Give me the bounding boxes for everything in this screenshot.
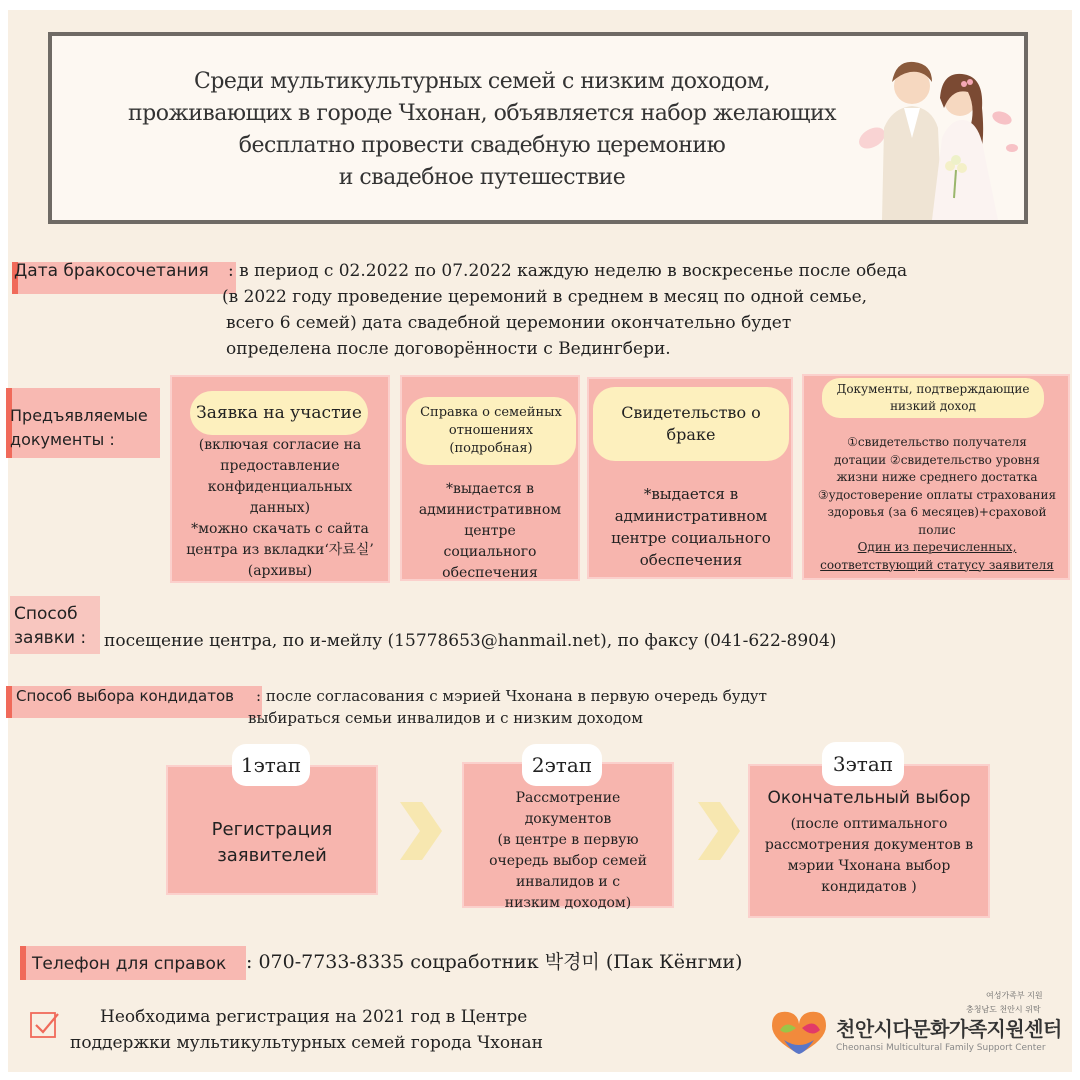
document-card-marriage [587,377,793,579]
step-2-line: (в центре в первую [497,832,639,848]
document-title-family-relations [406,397,576,465]
documents-label-line-1: Предъявляемые [10,406,148,425]
chevron-right-icon [394,796,448,866]
document-title-line: (подробная) [449,441,533,456]
wedding-date-line-1: : в период с 02.2022 по 07.2022 каждую неделю в воскресенье после обеда [228,261,908,281]
documents-label [10,404,148,452]
document-body-application [174,435,386,582]
document-body-line: *выдается в [445,481,535,497]
document-body-marriage [591,483,791,571]
document-title-line: низкий доход [890,399,976,413]
step-2-line: низким доходом) [504,895,632,911]
document-body-line: предоставление [220,458,340,474]
phone-value: : 070-7733-8335 соцработник 박경미 (Пак Кёнгми) [246,951,743,973]
step-3-card [748,764,990,918]
center-name: 천안시다문화가족지원센터 [836,1017,1062,1041]
documents-label-line-2: документы : [10,430,115,449]
step-1-tab: 1этап [232,744,310,786]
document-body-line: жизни ниже среднего достатка [836,470,1038,484]
center-name-english: Cheonansi Multicultural Family Support Center [836,1043,1046,1053]
logo-subtitle-2: 충청남도 천안시 위탁 [966,1005,1041,1014]
document-body-line: центра из вкладки‘자료실’ [186,542,374,558]
wedding-date-label: Дата бракосочетания [14,261,209,281]
document-title-marriage [593,387,789,461]
document-title-line: Свидетельство о [621,403,761,422]
note-line-2: поддержки мультикультурных семей города Чхонан [70,1033,543,1053]
step-2-line: инвалидов и с [515,874,621,890]
document-body-line: конфиденциальных [207,479,353,495]
step-2-line: Рассмотрение [515,790,621,806]
wedding-date-line-2: (в 2022 году проведение церемоний в среднем в месяц по одной семье, [222,287,868,307]
application-label-line-1: Способ [14,604,78,624]
document-body-line: данных) [249,500,311,516]
title-box [48,32,1028,224]
step-3-line: (после оптимального [790,816,948,832]
step-3-line: рассмотрения документов в [764,837,974,853]
document-body-line: социального [443,544,537,560]
selection-label: Способ выбора кондидатов [16,687,234,705]
document-body-line: (включая согласие на [198,437,362,453]
step-3-tab: 3этап [822,742,904,786]
document-body-line: дотации ②свидетельство уровня [834,452,1040,467]
step-2-tab: 2этап [522,744,602,786]
document-title-line: отношениях [448,423,534,438]
phone-label: Телефон для справок [32,954,227,974]
document-title-line: браке [666,425,716,444]
application-label-line-2: заявки : [14,628,87,648]
title-line-2: проживающих в городе Чхонан, объявляется набор желающих [127,101,837,126]
document-body-line: *можно скачать с сайта [191,521,369,537]
document-card-low-income [802,374,1070,580]
wedding-date-line-3: всего 6 семей) дата свадебной церемонии окончательно будет [226,313,792,333]
document-title-line: Документы, подтверждающие [836,382,1030,396]
step-3-line: мэрии Чхонана выбор [787,858,951,874]
application-text: посещение центра, по и-мейлу (15778653@hanmail.net), по факсу (041-622-8904) [104,631,837,651]
step-2-line: очередь выбор семей [489,853,647,869]
application-label [14,602,86,650]
page-title [112,66,852,194]
document-body-line: *выдается в [643,485,739,503]
document-body-line: обеспечения [442,565,538,581]
step-3-line: кондидатов ) [821,879,917,895]
document-body-line: ③удостоверение оплаты страхования [817,487,1057,502]
document-body-line: обеспечения [639,551,743,569]
title-line-3: бесплатно провести свадебную церемонию [238,133,726,158]
document-body-line: центре [464,523,516,539]
checkbox-checked-icon [28,1008,62,1042]
logo-subtitle-1: 여성가족부 지원 [986,991,1043,1000]
center-logo-icon [766,1006,832,1058]
document-title-line: Справка о семейных [420,405,562,420]
document-note-line: соответствующий статусу заявителя [820,557,1054,572]
step-2-text [464,788,672,914]
document-note-line: Один из перечисленных, [857,540,1017,554]
step-1-line: заявителей [217,845,327,866]
document-body-line: центре социального [611,529,771,547]
document-body-line: здоровья (за 6 месяцев)+сраховой [827,505,1047,519]
document-card-application [170,375,390,583]
document-body-family-relations [404,479,576,584]
chevron-right-icon [692,796,746,866]
step-3-text [750,814,988,898]
step-3-title: Окончательный выбор [767,788,971,808]
note-line-1: Необходима регистрация на 2021 год в Центре [100,1007,528,1027]
document-title-low-income [822,378,1044,418]
title-line-4: и свадебное путешествие [338,165,626,190]
selection-line-1: : после согласования с мэрией Чхонана в первую очередь будут [256,687,767,705]
document-body-line: административном [418,502,562,518]
document-card-family-relations [400,375,580,581]
document-body-line: полис [918,522,956,537]
document-body-low-income [804,434,1070,574]
document-body-line: ①свидетельство получателя [847,435,1027,449]
step-1-text [168,817,376,869]
wedding-date-line-4: определена после договорённости с Ведингбери. [226,339,671,359]
step-1-line: Регистрация [211,819,333,840]
wedding-couple-illustration [852,48,1022,220]
document-body-line: (архивы) [247,563,313,579]
document-body-line: административном [614,507,768,525]
title-line-1: Среди мультикультурных семей с низким доходом, [193,69,771,94]
step-2-line: документов [524,811,612,827]
document-title-application: Заявка на участие [190,391,368,435]
selection-line-2: выбираться семьи инвалидов и с низким доходом [248,709,643,727]
